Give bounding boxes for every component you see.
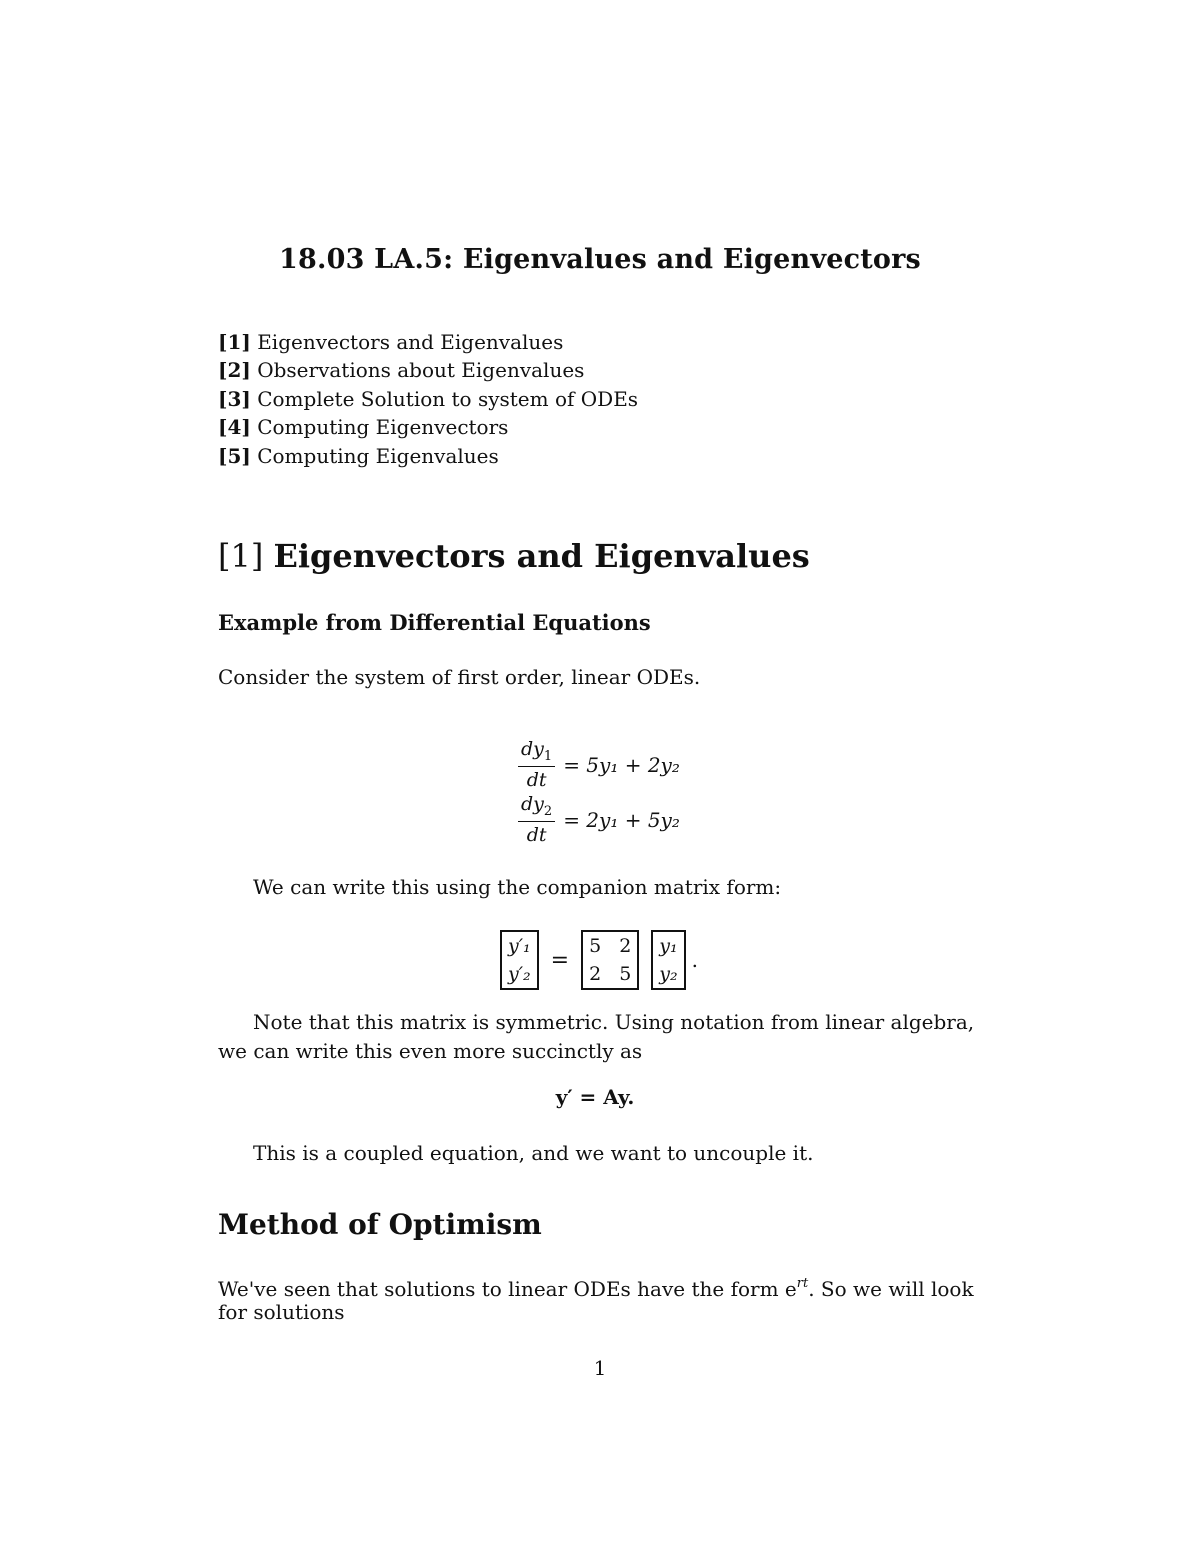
toc-item-number: [5] <box>218 443 251 468</box>
section-1-heading <box>218 537 810 575</box>
fraction-denominator: dt <box>526 824 547 846</box>
fraction-denominator: dt <box>526 769 547 791</box>
equals-sign: = <box>550 947 570 973</box>
ode-system <box>518 738 680 846</box>
fraction-numerator: dy <box>521 738 544 760</box>
intro-paragraph: Consider the system of first order, linear ODEs. <box>218 665 701 689</box>
toc-item-number: [2] <box>218 358 251 383</box>
toc-item[interactable] <box>218 385 638 413</box>
toc-item-label: Computing Eigenvalues <box>257 443 499 468</box>
toc-item-label: Complete Solution to system of ODEs <box>257 386 639 411</box>
vector-entry: y′₂ <box>508 963 531 985</box>
toc-item[interactable] <box>218 356 638 384</box>
line-text: We've seen that solutions to linear ODEs have the form e <box>218 1277 797 1301</box>
section-1-number: [1] <box>218 537 264 575</box>
matrix-equation <box>500 930 698 990</box>
exponent: rt <box>796 1276 809 1291</box>
note-line-2: we can write this even more succinctly as <box>218 1039 643 1063</box>
ode-equation-1 <box>518 738 680 791</box>
page-number: 1 <box>593 1356 607 1380</box>
optimism-line-2: for solutions <box>218 1300 345 1324</box>
toc-item[interactable] <box>218 413 638 441</box>
document-title: 18.03 LA.5: Eigenvalues and Eigenvectors <box>279 244 921 275</box>
matrix-entry: 5 <box>589 935 602 957</box>
companion-paragraph: We can write this using the companion matrix form: <box>253 875 782 899</box>
numerator-subscript: 2 <box>543 804 553 819</box>
section-1-title: Eigenvectors and Eigenvalues <box>273 537 810 575</box>
coefficient-matrix <box>581 930 639 990</box>
toc-item-number: [3] <box>218 386 251 411</box>
toc-item-number: [1] <box>218 330 251 354</box>
example-subheading: Example from Differential Equations <box>218 610 651 635</box>
derivative-fraction <box>518 793 555 846</box>
matrix-entry: 2 <box>589 963 602 985</box>
toc-item[interactable] <box>218 442 638 470</box>
compact-equation: y′ = Ay. <box>555 1085 635 1109</box>
toc-item[interactable] <box>218 328 638 356</box>
line-text: . So we will look <box>808 1277 974 1301</box>
matrix-entry: 5 <box>619 963 632 985</box>
note-line-1: Note that this matrix is symmetric. Using notation from linear algebra, <box>253 1010 975 1034</box>
matrix-entry: 2 <box>619 935 632 957</box>
vector-entry: y₂ <box>659 963 678 985</box>
vector-entry: y′₁ <box>508 935 531 957</box>
toc-item-label: Eigenvectors and Eigenvalues <box>257 330 564 354</box>
numerator-subscript: 1 <box>543 749 553 764</box>
lhs-vector <box>500 930 539 990</box>
toc-item-label: Computing Eigenvectors <box>257 415 509 440</box>
section-method-of-optimism-heading: Method of Optimism <box>218 1208 542 1241</box>
equation-rhs: = 2y₁ + 5y₂ <box>563 807 680 832</box>
table-of-contents <box>218 328 638 470</box>
derivative-fraction <box>518 738 555 791</box>
fraction-numerator: dy <box>521 793 544 815</box>
period: . <box>691 948 699 972</box>
toc-item-number: [4] <box>218 415 251 440</box>
vector-entry: y₁ <box>659 935 678 957</box>
toc-item-label: Observations about Eigenvalues <box>257 358 585 383</box>
coupled-paragraph: This is a coupled equation, and we want to uncouple it. <box>253 1141 814 1165</box>
ode-equation-2 <box>518 793 680 846</box>
equation-rhs: = 5y₁ + 2y₂ <box>563 752 680 777</box>
rhs-vector <box>651 930 685 990</box>
